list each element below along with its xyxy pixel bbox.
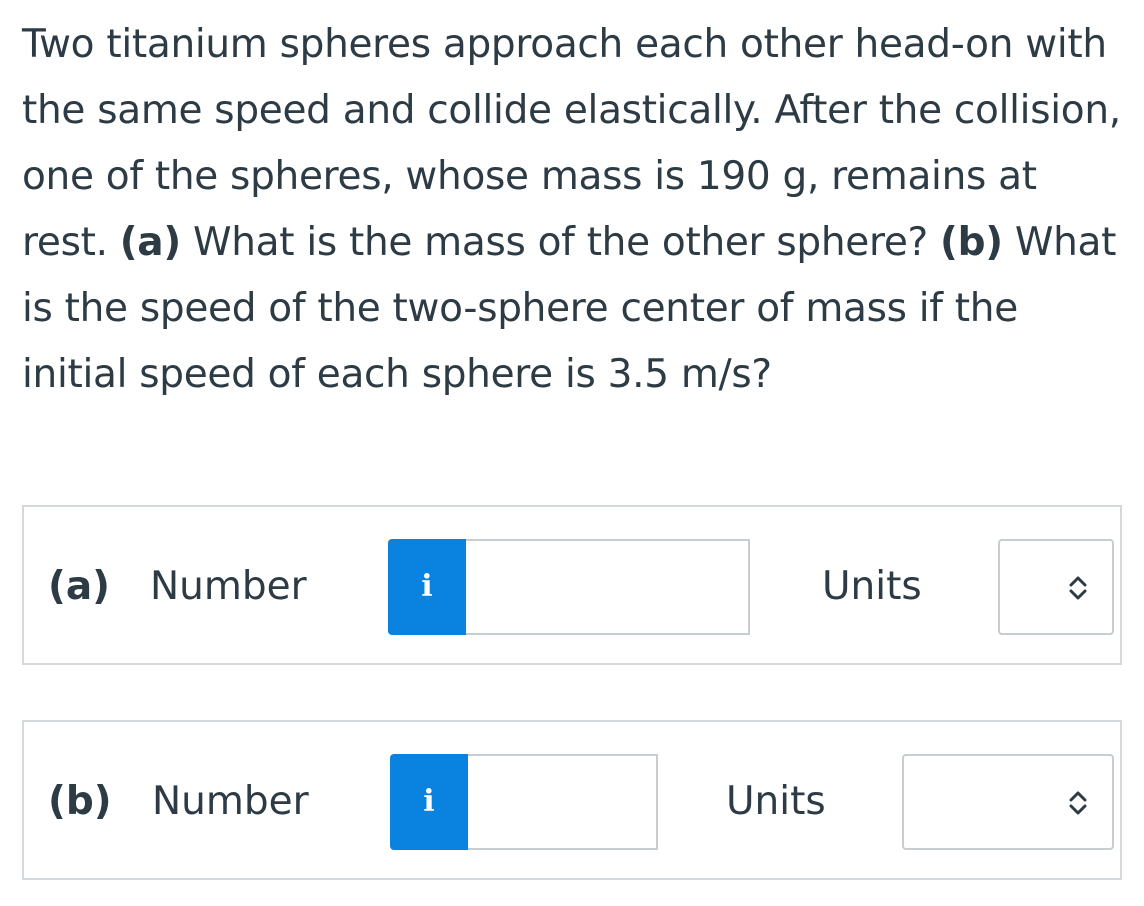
number-input-b[interactable]: [468, 754, 658, 850]
units-select-a[interactable]: [998, 539, 1114, 635]
question-text-2: What is the mass of the other sphere?: [180, 220, 941, 265]
part-b-marker: (b): [940, 220, 1003, 265]
answer-box-a: [22, 505, 1122, 665]
info-button-a[interactable]: [388, 539, 466, 635]
part-a-marker: (a): [119, 220, 181, 265]
question-text-3: What is the speed of the two-sphere center of mass if the initial speed of each sphere is 3.5 m/s?: [22, 220, 1117, 397]
question-text: [22, 12, 1132, 408]
chevron-up-down-icon: [1068, 571, 1088, 605]
units-label-a: Units: [822, 564, 922, 609]
number-label-a: Number: [150, 564, 307, 609]
part-label-b: (b): [48, 779, 112, 824]
info-icon: i: [421, 569, 433, 604]
info-icon: i: [423, 784, 435, 819]
number-input-a[interactable]: [466, 539, 750, 635]
units-label-b: Units: [726, 779, 826, 824]
chevron-up-down-icon: [1068, 786, 1088, 820]
units-select-b[interactable]: [902, 754, 1114, 850]
question-text-1: Two titanium spheres approach each other head-on with the same speed and collide elastically. After the collision, one of the spheres, whose mass is 190 g, remains at rest.: [22, 22, 1121, 265]
part-label-a: (a): [48, 564, 110, 609]
answer-box-b: [22, 720, 1122, 880]
info-button-b[interactable]: [390, 754, 468, 850]
number-label-b: Number: [152, 779, 309, 824]
